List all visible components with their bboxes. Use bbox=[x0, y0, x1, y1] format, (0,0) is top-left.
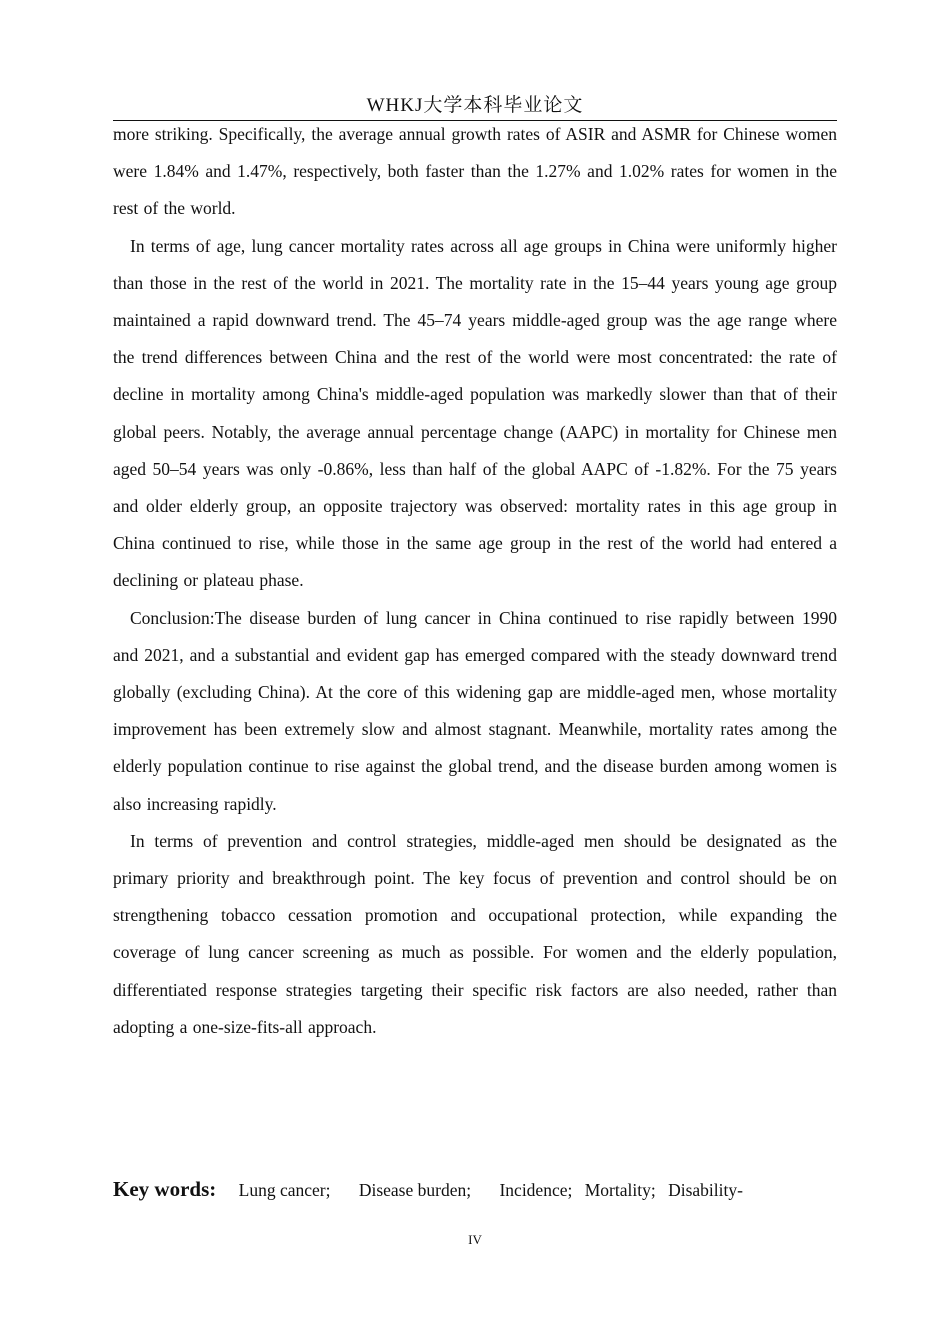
keyword-item: Lung cancer; bbox=[238, 1180, 331, 1200]
keywords-line bbox=[113, 1172, 837, 1207]
paragraph-continuation: more striking. Specifically, the average annual growth rates of ASIR and ASMR for Chinese women were 1.84% and 1.47%, respectively, both faster than the 1.27% and 1.02% rates for women in the rest of the world. bbox=[113, 124, 837, 219]
page-number: IV bbox=[468, 1232, 482, 1247]
paragraph-age-analysis: In terms of age, lung cancer mortality rates across all age groups in China were uniformly higher than those in the rest of the world in 2021. The mortality rate in the 15–44 years young age group maintained a rapid downward trend. The 45–74 years middle-aged group was the age range where the trend differences between China and the rest of the world were most concentrated: the rate of decline in mortality among China's middle-aged population was markedly slower than that of their global peers. Notably, the average annual percentage change (AAPC) in mortality for Chinese men aged 50–54 years was only -0.86%, less than half of the global AAPC of -1.82%. For the 75 years and older elderly group, an opposite trajectory was observed: mortality rates in this age group in China continued to rise, while those in the same age group in the rest of the world had entered a declining or plateau phase. bbox=[113, 235, 837, 591]
paragraph-conclusion: Conclusion:The disease burden of lung cancer in China continued to rise rapidly between 1990 and 2021, and a substantial and evident gap has emerged compared with the steady downward trend globally (excluding China). At the core of this widening gap are middle-aged men, whose mortality improvement has been extremely slow and almost stagnant. Meanwhile, mortality rates among the elderly population continue to rise against the global trend, and the disease burden among women is also increasing rapidly. bbox=[113, 607, 837, 814]
keywords-label: Key words: bbox=[113, 1177, 217, 1201]
abstract-body bbox=[113, 116, 837, 1046]
paragraph-prevention-strategies: In terms of prevention and control strategies, middle-aged men should be designated as the primary priority and breakthrough point. The key focus of prevention and control should be on strengthening tobacco cessation promotion and occupational protection, while expanding the coverage of lung cancer screening as much as possible. For women and the elderly population, differentiated response strategies targeting their specific risk factors are also needed, rather than adopting a one-size-fits-all approach. bbox=[113, 830, 837, 1037]
keyword-item: Disease burden; bbox=[358, 1180, 472, 1200]
keyword-item: Mortality; bbox=[584, 1180, 656, 1200]
keyword-item: Disability- bbox=[668, 1180, 743, 1200]
page-header-title: WHKJ大学本科毕业论文 bbox=[366, 95, 584, 116]
keyword-item: Incidence; bbox=[499, 1180, 573, 1200]
